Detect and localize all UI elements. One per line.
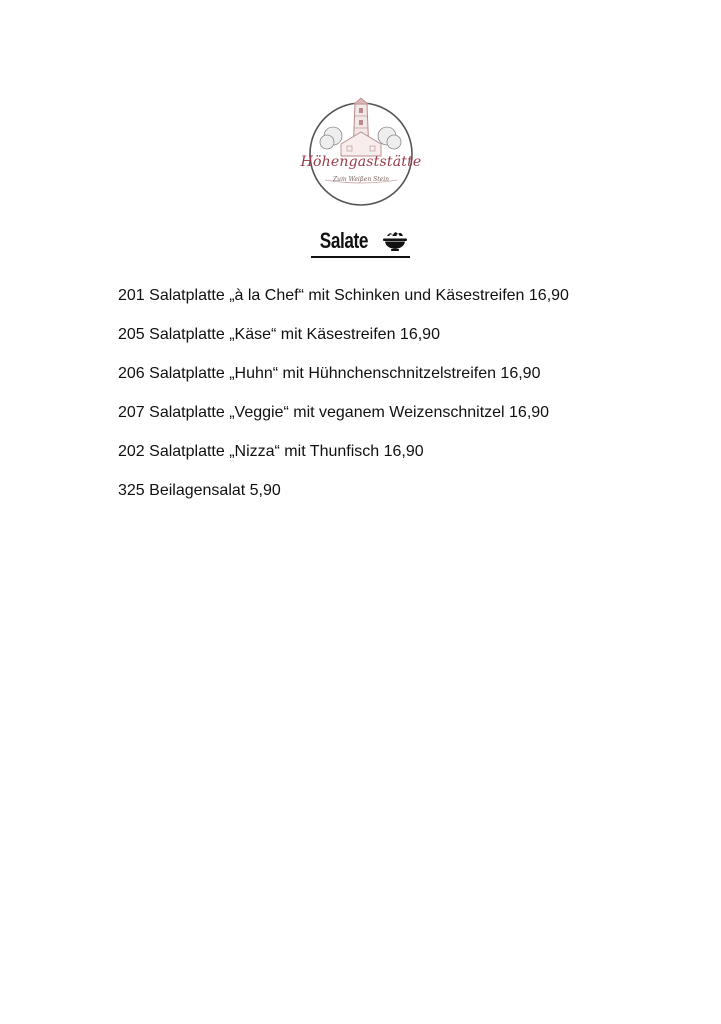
- menu-item: 325 Beilagensalat 5,90: [118, 482, 281, 499]
- logo-name: Höhengaststätte: [300, 154, 422, 170]
- menu-item: 201 Salatplatte „à la Chef“ mit Schinken und Käsestreifen 16,90: [118, 287, 569, 304]
- section-heading-underline: [311, 228, 409, 258]
- menu-list: [118, 286, 708, 520]
- menu-item: 206 Salatplatte „Huhn“ mit Hühnchenschnitzelstreifen 16,90: [118, 365, 541, 382]
- menu-item: 207 Salatplatte „Veggie“ mit veganem Weizenschnitzel 16,90: [118, 404, 550, 421]
- restaurant-logo: [297, 96, 425, 210]
- logo-subtitle: Zum Weißen Stein: [333, 176, 389, 183]
- menu-item: 202 Salatplatte „Nizza“ mit Thunfisch 16,90: [118, 443, 424, 460]
- tower-inn-logo-icon: [297, 96, 425, 210]
- salad-bowl-icon: [382, 230, 408, 252]
- section-title: Salate: [320, 228, 369, 253]
- menu-item: 205 Salatplatte „Käse“ mit Käsestreifen 16,90: [118, 326, 440, 343]
- section-heading: [0, 228, 721, 258]
